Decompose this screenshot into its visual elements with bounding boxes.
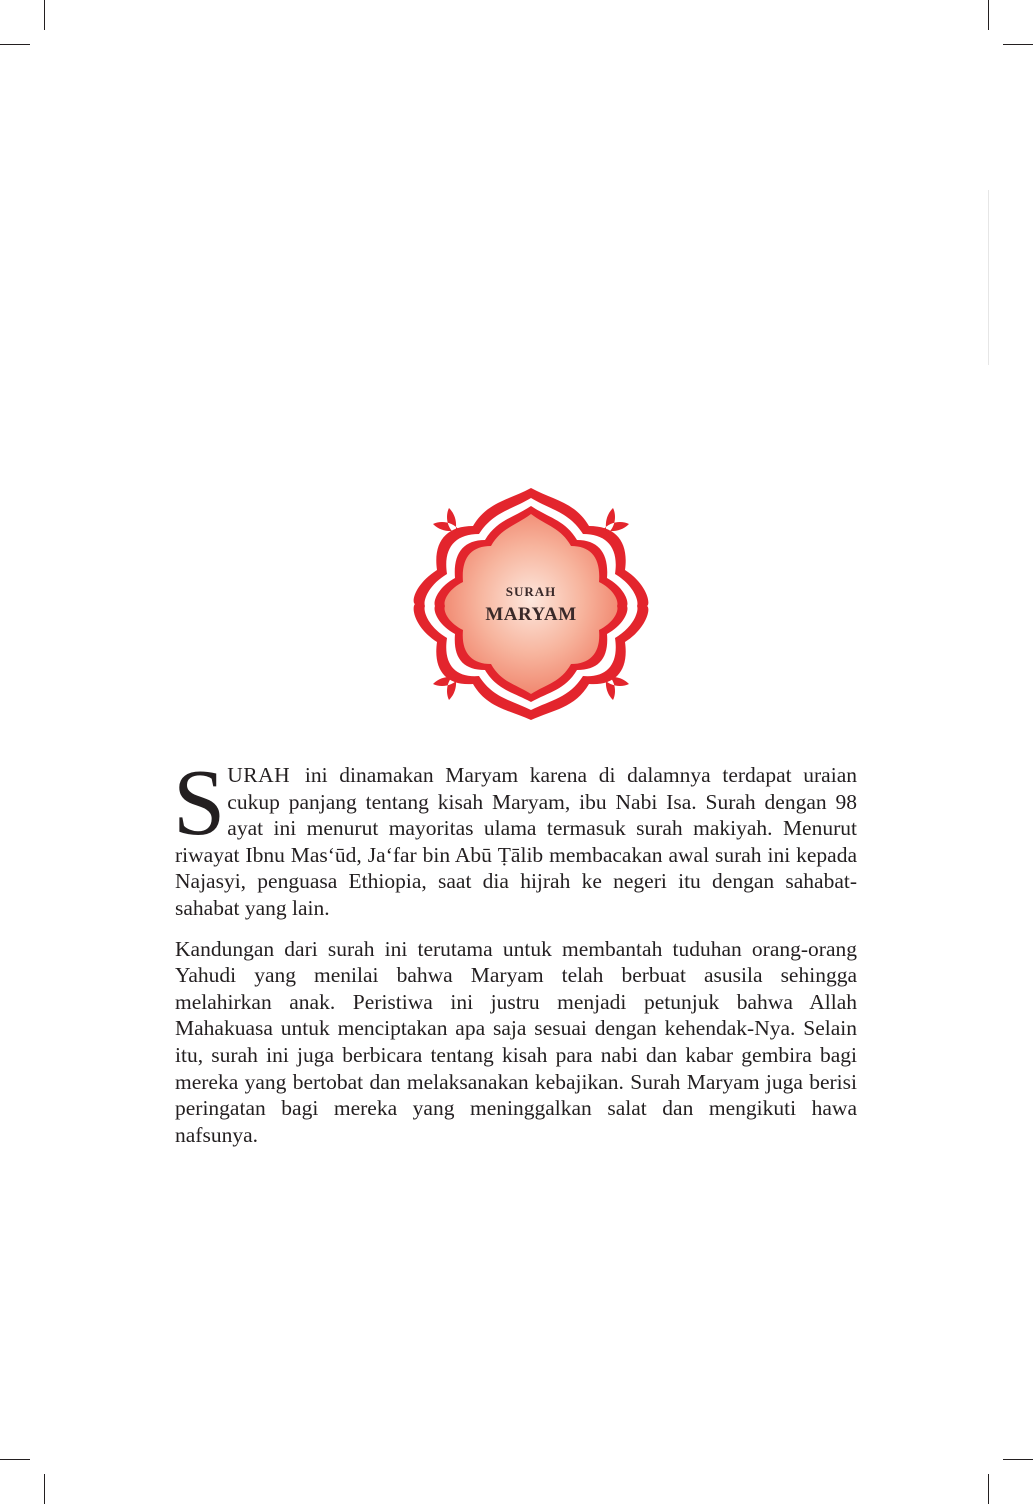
intro-paragraph-2: Kandungan dari surah ini terutama untuk membantah tuduhan orang-orang Yahudi yang menilai bahwa Maryam telah berbuat asusila sehingga melahirkan anak. Peristiwa ini justru menjadi petunjuk bahwa Allah Mahakuasa untuk menciptakan apa saja sesuai dengan kehendak-Nya. Selain itu, surah ini juga berbicara tentang kisah para nabi dan kabar gembira bagi mereka yang bertobat dan melaksanakan kebajikan. Surah Maryam juga berisi peringatan bagi mereka yang meninggalkan salat dan mengikuti hawa nafsunya. (175, 936, 857, 1147)
crop-mark-top-right-vertical (988, 0, 989, 30)
crop-mark-top-left-horizontal (0, 44, 30, 45)
drop-cap: S (173, 751, 226, 855)
crop-mark-bottom-right-horizontal (1003, 1459, 1033, 1460)
intro-text (173, 751, 857, 1162)
crop-mark-bottom-left-horizontal (0, 1459, 30, 1460)
crop-mark-top-right-horizontal (1003, 44, 1033, 45)
intro-paragraph-1 (173, 751, 857, 922)
paragraph-1-text: ini dinamakan Maryam karena di dalamnya terdapat uraian cukup panjang tentang kisah Maryam, ibu Nabi Isa. Surah dengan 98 ayat ini menurut mayoritas ulama termasuk surah makiyah. Menurut riwayat Ibnu Masʻūd, Jaʻfar bin Abū Ṭālib membacakan awal surah ini kepada Najasyi, penguasa Ethiopia, saat dia hijrah ke negeri itu dengan sahabat-sahabat yang lain. (175, 763, 857, 920)
page-edge-line (988, 190, 989, 365)
lead-word: URAH (227, 763, 291, 787)
surah-label: SURAH (505, 584, 557, 599)
surah-name: MARYAM (485, 604, 577, 625)
crop-mark-bottom-right-vertical (988, 1474, 989, 1504)
surah-emblem (411, 486, 651, 722)
crop-mark-top-left-vertical (44, 0, 45, 30)
crop-mark-bottom-left-vertical (44, 1474, 45, 1504)
